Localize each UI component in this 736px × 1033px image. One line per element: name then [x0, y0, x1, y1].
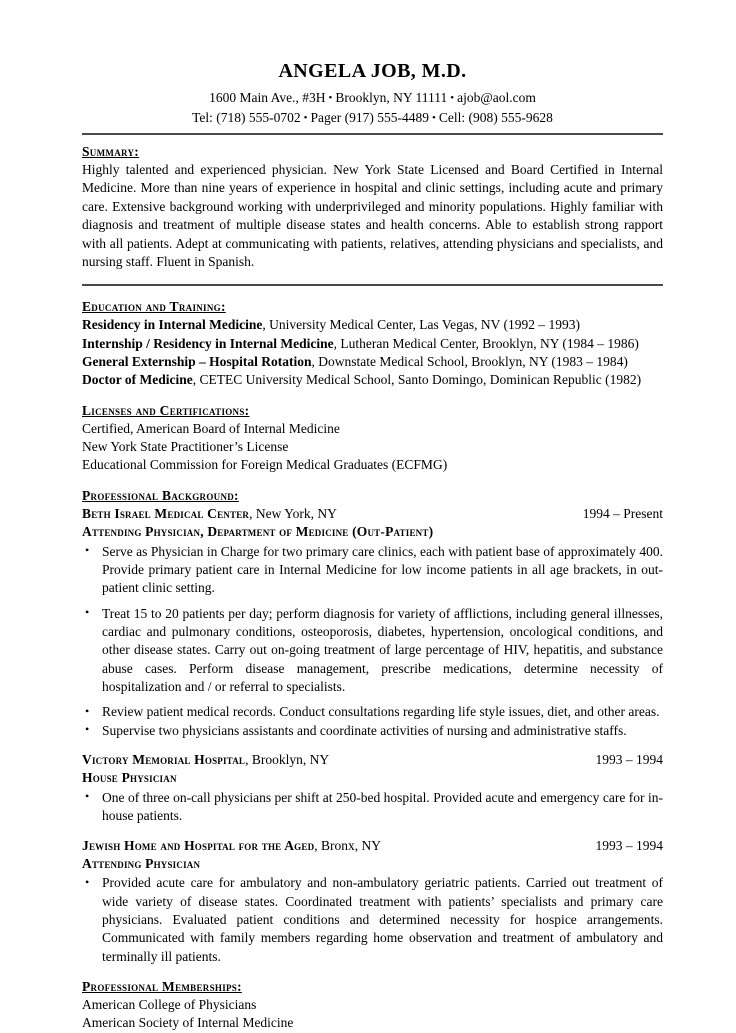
- contact-line-2: [82, 108, 663, 128]
- section-professional-background: [82, 488, 663, 966]
- license-item: Educational Commission for Foreign Medical Graduates (ECFMG): [82, 457, 448, 473]
- employer-name: [82, 751, 329, 769]
- section-licenses: [82, 403, 663, 475]
- responsibility-text: Serve as Physician in Charge for two primary care clinics, each with patient base of approximately 400. Provide primary patient care in Internal Medicine for low income patients in all age brackets, in out-patient clinic setting.: [102, 543, 663, 596]
- education-detail: , CETEC University Medical School, Santo Domingo, Dominican Republic (1982): [192, 372, 642, 388]
- job-entry: [82, 751, 663, 825]
- list-item: [82, 605, 663, 697]
- bullet-separator-icon: •: [328, 92, 333, 104]
- summary-heading: Summary:: [82, 144, 140, 160]
- memberships-heading: Professional Memberships:: [82, 979, 242, 995]
- professional-background-heading: Professional Background:: [82, 487, 239, 503]
- street-address: 1600 Main Ave., #3H: [209, 90, 326, 105]
- education-detail: , Lutheran Medical Center, Brooklyn, NY (1984 – 1986): [333, 335, 639, 351]
- licenses-list: [82, 420, 663, 475]
- bullet-icon: •: [85, 703, 90, 718]
- license-item: New York State Practitioner’s License: [82, 439, 289, 455]
- contact-line-1: [82, 88, 663, 108]
- bullet-icon: •: [85, 543, 90, 558]
- summary-text: Highly talented and experienced physician. New York State Licensed and Board Certified in Internal Medicine. More than nine years of experience in hospital and clinic settings, including acute and primary care. Extensive background working with underprivileged and minority populations. Highly familiar with diagnosis and treatment of multiple disease states and health concerns. Able to establish strong rapport with all patients. Adept at communicating with patients, relatives, attending physicians and specialists, and nursing staff. Fluent in Spanish.: [82, 162, 663, 269]
- education-detail: , University Medical Center, Las Vegas, NV (1992 – 1993): [262, 317, 581, 333]
- responsibility-text: Treat 15 to 20 patients per day; perform diagnosis for variety of afflictions, including general illnesses, cardiac and pulmonary conditions, osteoporosis, diabetes, hypertension, oncological conditions, and other disease states. Carry out on-going treatment of large percentage of HIV, hepatitis, and substance abuse cases. Perform disease management, prescribe medications, determine necessity of hospitalization and / or referral to specialists.: [102, 605, 663, 695]
- cell-number: Cell: (908) 555-9628: [438, 109, 553, 125]
- resume-header: [82, 60, 663, 127]
- job-header: [82, 505, 663, 523]
- list-item: [82, 703, 663, 721]
- education-entry: [82, 316, 663, 334]
- job-title: Attending Physician, Department of Medicine (Out-Patient): [82, 524, 434, 540]
- employer-location: , New York, NY: [249, 505, 337, 521]
- job-title: Attending Physician: [82, 855, 201, 871]
- education-entry: [82, 335, 663, 353]
- bullet-icon: •: [85, 874, 90, 889]
- job-header: [82, 837, 663, 855]
- section-summary: [82, 144, 663, 271]
- telephone-number: Tel: (718) 555-0702: [192, 109, 301, 125]
- membership-item: American Society of Internal Medicine: [82, 1015, 294, 1031]
- responsibility-text: Review patient medical records. Conduct consultations regarding life style issues, diet, and other areas.: [102, 704, 660, 720]
- employer-label: Victory Memorial Hospital: [82, 752, 246, 768]
- section-education: [82, 299, 663, 389]
- header-divider: [82, 133, 663, 135]
- responsibility-text: Provided acute care for ambulatory and non-ambulatory geriatric patients. Carried out treatment of wide variety of disease states. Coordinated treatment with patients’ specialists and primary care physicians. Evaluated patient conditions and determined necessity for hospice arrangements. Communicated with family members regarding home observation and treatment of ambulatory and terminally ill patients.: [102, 875, 663, 964]
- employment-dates: 1994 – Present: [582, 505, 663, 521]
- job-entry: [82, 837, 663, 967]
- job-title: House Physician: [82, 770, 177, 786]
- city-state-zip: Brooklyn, NY 11111: [335, 90, 448, 105]
- education-degree: Residency in Internal Medicine: [82, 317, 263, 333]
- job-responsibilities: [82, 543, 663, 741]
- licenses-heading: Licenses and Certifications:: [82, 402, 250, 418]
- bullet-icon: •: [85, 722, 90, 737]
- employer-location: , Brooklyn, NY: [245, 752, 330, 768]
- job-header: [82, 751, 663, 769]
- license-item: Certified, American Board of Internal Medicine: [82, 420, 340, 436]
- list-item: [82, 722, 663, 740]
- bullet-icon: •: [85, 789, 90, 804]
- education-degree: General Externship – Hospital Rotation: [82, 354, 312, 369]
- employment-dates: 1993 – 1994: [595, 752, 663, 768]
- education-degree: Doctor of Medicine: [82, 372, 193, 388]
- employer-name: [82, 505, 337, 523]
- education-detail: , Downstate Medical School, Brooklyn, NY (1983 – 1984): [311, 354, 628, 369]
- employer-label: Beth Israel Medical Center: [82, 505, 250, 521]
- responsibility-text: One of three on-call physicians per shift at 250-bed hospital. Provided acute and emergency care for in-house patients.: [102, 789, 663, 824]
- section-memberships: [82, 979, 663, 1033]
- candidate-name: ANGELA JOB, M.D.: [278, 60, 467, 82]
- employer-location: , Bronx, NY: [314, 837, 382, 853]
- bullet-separator-icon: •: [450, 92, 455, 104]
- education-heading: Education and Training:: [82, 299, 226, 315]
- pager-number: Pager (917) 555-4489: [310, 109, 430, 125]
- job-responsibilities: [82, 789, 663, 826]
- education-entry: [82, 353, 663, 371]
- employer-name: [82, 837, 381, 855]
- summary-divider: [82, 284, 663, 286]
- education-degree: Internship / Residency in Internal Medicine: [82, 335, 334, 351]
- responsibility-text: Supervise two physicians assistants and coordinate activities of nursing and administrative staffs.: [102, 722, 627, 738]
- email-address: ajob@aol.com: [457, 90, 536, 105]
- employment-dates: 1993 – 1994: [595, 837, 663, 853]
- memberships-list: [82, 996, 663, 1033]
- job-responsibilities: [82, 874, 663, 966]
- bullet-separator-icon: •: [432, 111, 436, 124]
- job-entry: [82, 505, 663, 740]
- employer-label: Jewish Home and Hospital for the Aged: [82, 837, 315, 853]
- bullet-separator-icon: •: [303, 111, 308, 124]
- list-item: [82, 789, 663, 826]
- bullet-icon: •: [85, 605, 90, 620]
- education-list: [82, 316, 663, 389]
- list-item: [82, 543, 663, 598]
- education-entry: [82, 371, 663, 389]
- membership-item: American College of Physicians: [82, 997, 257, 1013]
- list-item: [82, 874, 663, 966]
